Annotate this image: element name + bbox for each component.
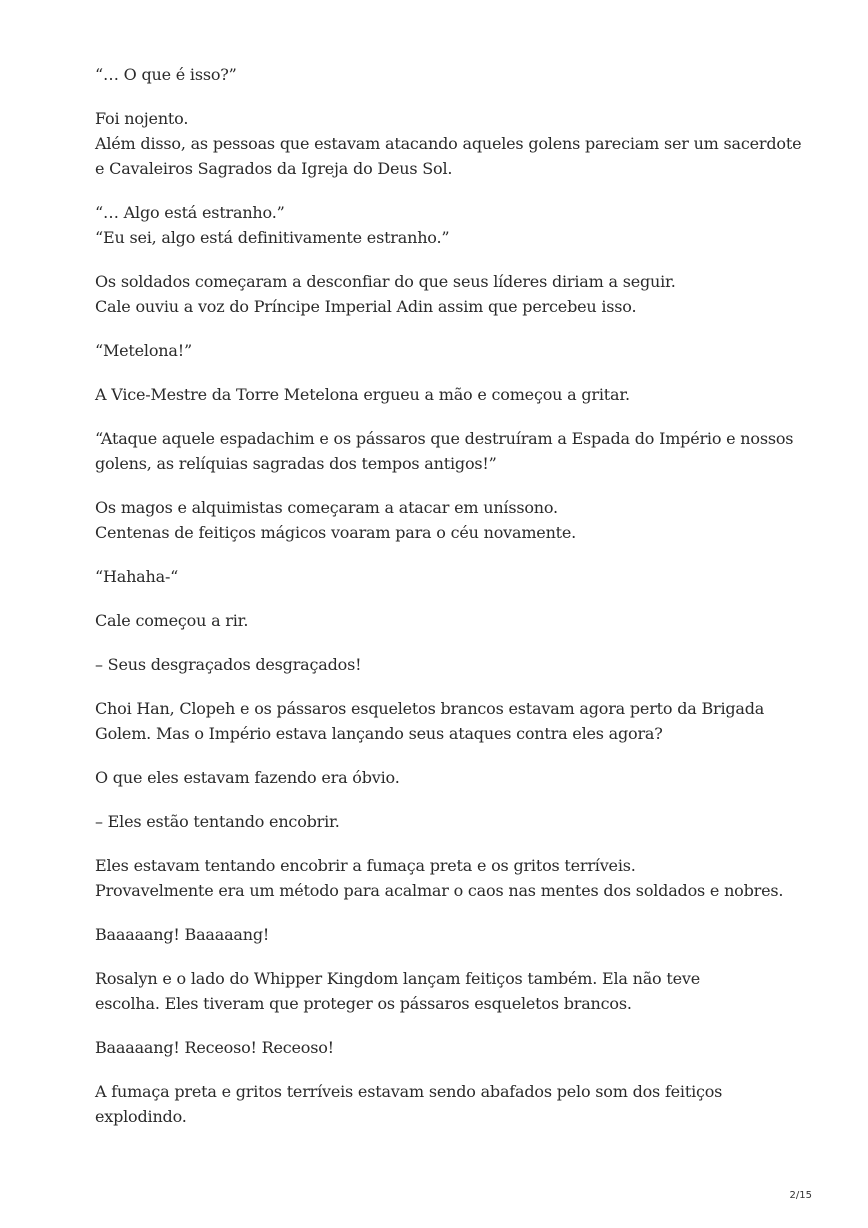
document-body [95, 62, 802, 1148]
text-line: Golem. Mas o Império estava lançando seus ataques contra eles agora? [95, 724, 663, 743]
text-line: Os magos e alquimistas começaram a atacar em uníssono. [95, 498, 558, 517]
paragraph [95, 382, 795, 407]
text-line: Rosalyn e o lado do Whipper Kingdom lançam feitiços também. Ela não teve [95, 969, 700, 988]
text-line: A fumaça preta e gritos terríveis estavam sendo abafados pelo som dos feitiços [95, 1082, 723, 1101]
text-line: “Ataque aquele espadachim e os pássaros que destruíram a Espada do Império e nossos [95, 429, 794, 448]
text-line: “Hahaha-“ [95, 567, 179, 586]
paragraph [95, 1035, 795, 1060]
text-line: A Vice-Mestre da Torre Metelona ergueu a mão e começou a gritar. [95, 385, 630, 404]
paragraph [95, 809, 795, 834]
text-line: Eles estavam tentando encobrir a fumaça preta e os gritos terríveis. [95, 856, 636, 875]
text-line: e Cavaleiros Sagrados da Igreja do Deus Sol. [95, 159, 453, 178]
text-line: “Eu sei, algo está definitivamente estranho.” [95, 228, 450, 247]
paragraph [95, 200, 795, 250]
text-line: Cale ouviu a voz do Príncipe Imperial Adin assim que percebeu isso. [95, 297, 637, 316]
text-line: explodindo. [95, 1107, 187, 1126]
paragraph [95, 338, 795, 363]
paragraph [95, 495, 795, 545]
text-line: Além disso, as pessoas que estavam atacando aqueles golens pareciam ser um sacerdote [95, 134, 802, 153]
paragraph [95, 966, 795, 1016]
paragraph [95, 1079, 795, 1129]
text-line: Baaaaang! Baaaaang! [95, 925, 270, 944]
text-line: Cale começou a rir. [95, 611, 249, 630]
text-line: “… Algo está estranho.” [95, 203, 285, 222]
paragraph [95, 564, 795, 589]
text-line: Baaaaang! Receoso! Receoso! [95, 1038, 334, 1057]
text-line: “Metelona!” [95, 341, 192, 360]
text-line: Choi Han, Clopeh e os pássaros esqueletos brancos estavam agora perto da Brigada [95, 699, 765, 718]
text-line: golens, as relíquias sagradas dos tempos antigos!” [95, 454, 497, 473]
text-line: “… O que é isso?” [95, 65, 237, 84]
text-line: escolha. Eles tiveram que proteger os pássaros esqueletos brancos. [95, 994, 632, 1013]
paragraph [95, 106, 802, 181]
paragraph [95, 696, 795, 746]
paragraph [95, 922, 795, 947]
text-line: O que eles estavam fazendo era óbvio. [95, 768, 400, 787]
text-line: Provavelmente era um método para acalmar o caos nas mentes dos soldados e nobres. [95, 881, 784, 900]
text-line: Os soldados começaram a desconfiar do que seus líderes diriam a seguir. [95, 272, 676, 291]
paragraph [95, 853, 795, 903]
text-line: – Seus desgraçados desgraçados! [95, 655, 362, 674]
text-line: Foi nojento. [95, 109, 189, 128]
page-number: 2/15 [789, 1190, 812, 1201]
text-line: – Eles estão tentando encobrir. [95, 812, 340, 831]
paragraph [95, 652, 795, 677]
paragraph [95, 765, 795, 790]
paragraph [95, 426, 795, 476]
paragraph [95, 608, 795, 633]
paragraph [95, 269, 795, 319]
paragraph [95, 62, 795, 87]
text-line: Centenas de feitiços mágicos voaram para o céu novamente. [95, 523, 577, 542]
